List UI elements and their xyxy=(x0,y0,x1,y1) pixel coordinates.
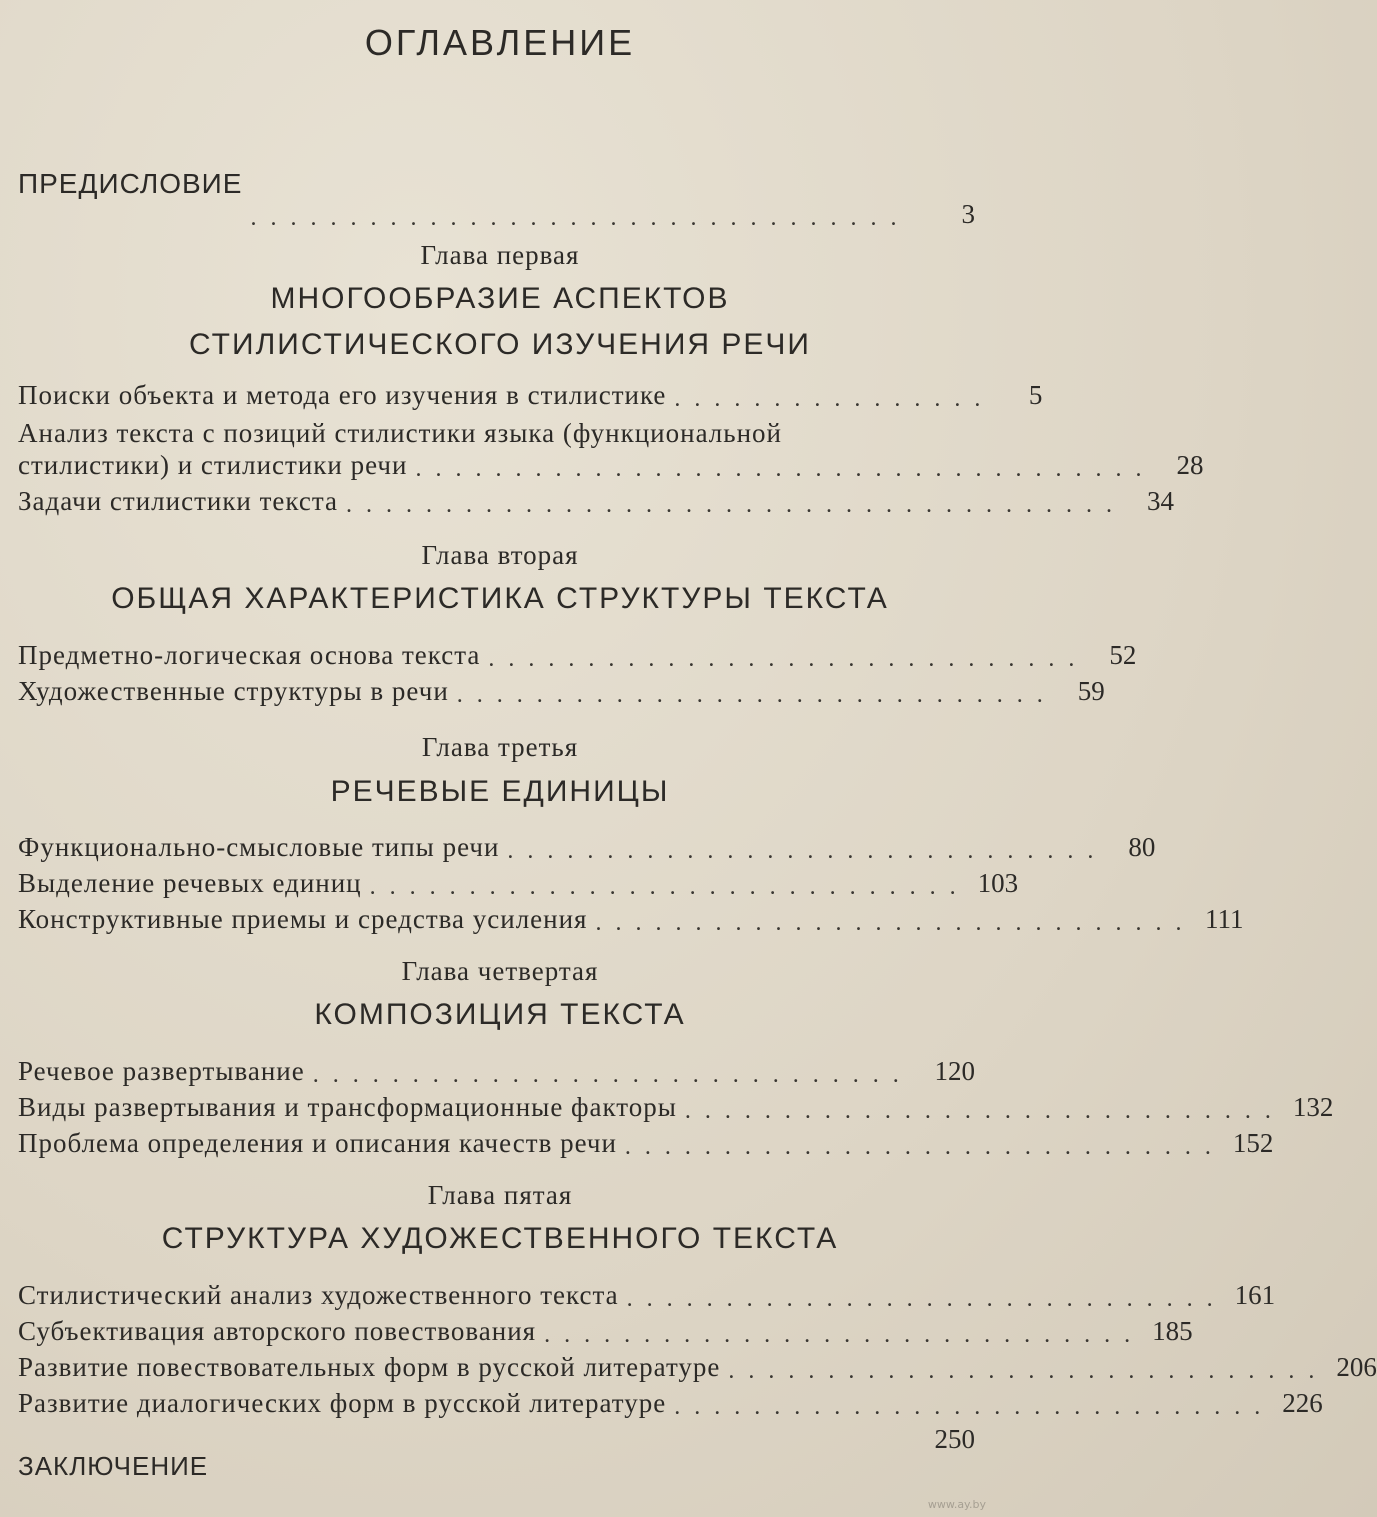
toc-entry-text: Конструктивные приемы и средства усиления xyxy=(18,904,588,934)
toc-entry-page: 34 xyxy=(1146,486,1174,516)
toc-entry xyxy=(18,1128,1274,1160)
toc-entry-page: 103 xyxy=(977,868,1019,898)
toc-entry-text: Проблема определения и описания качеств речи xyxy=(18,1128,617,1158)
toc-entry-page: 132 xyxy=(1292,1092,1334,1122)
toc-entry-page: 59 xyxy=(1077,676,1105,706)
leader-dots: .............................. xyxy=(728,1358,1329,1384)
chapter-title: ОБЩАЯ ХАРАКТЕРИСТИКА СТРУКТУРЫ ТЕКСТА xyxy=(111,582,889,615)
chapter-title: МНОГООБРАЗИЕ АСПЕКТОВ xyxy=(270,282,730,315)
toc-entry-preface xyxy=(18,168,975,230)
toc-entry xyxy=(18,380,1043,412)
toc-entry-text: ЗАКЛЮЧЕНИЕ xyxy=(18,1451,209,1481)
toc-entry-page: 185 xyxy=(1152,1316,1193,1346)
toc-entry-page: 226 xyxy=(1282,1388,1323,1418)
chapter-label: Глава пятая xyxy=(427,1180,573,1210)
toc-entry-page: 5 xyxy=(1028,380,1043,410)
leader-dots: ................ xyxy=(674,386,995,412)
toc-entry-page: 206 xyxy=(1336,1352,1377,1382)
toc-entry-text: Поиски объекта и метода его изучения в стилистике xyxy=(18,380,667,410)
toc-entry xyxy=(18,450,1204,482)
toc-entry-page: 111 xyxy=(1204,904,1244,934)
toc-entry xyxy=(18,486,1174,518)
toc-entry-text: стилистики) и стилистики речи xyxy=(18,450,408,480)
toc-entry-text: Субъективация авторского повествования xyxy=(18,1316,537,1346)
leader-dots: ..................................... xyxy=(415,456,1156,482)
leader-dots: .............................. xyxy=(674,1394,1275,1420)
toc-entry-page: 250 xyxy=(934,1424,975,1454)
leader-dots: .............................. xyxy=(684,1098,1285,1124)
page-title: ОГЛАВЛЕНИЕ xyxy=(364,22,636,63)
toc-entry xyxy=(18,1092,1334,1124)
leader-dots: .............................. xyxy=(595,910,1196,936)
toc-entry-conclusion xyxy=(18,1424,975,1482)
toc-entry xyxy=(18,904,1244,936)
toc-entry-text: Виды развертывания и трансформационные факторы xyxy=(18,1092,677,1122)
leader-dots: .............................. xyxy=(544,1322,1145,1348)
leader-dots: .............................. xyxy=(624,1134,1225,1160)
toc-entry-page: 161 xyxy=(1234,1280,1276,1310)
toc-entry xyxy=(18,640,1137,672)
toc-entry xyxy=(18,1280,1276,1312)
toc-entry xyxy=(18,1056,975,1087)
toc-entry-text: Задачи стилистики текста xyxy=(18,486,338,516)
toc-entry-page: 28 xyxy=(1176,450,1204,480)
chapter-title: РЕЧЕВЫЕ ЕДИНИЦЫ xyxy=(330,775,670,808)
leader-dots: .............................. xyxy=(456,682,1057,708)
chapter-label: Глава вторая xyxy=(421,540,579,570)
toc-entry xyxy=(18,1388,1323,1420)
toc-entry-text: Стилистический анализ художественного текста xyxy=(18,1280,619,1310)
leader-dots: ................................. xyxy=(250,205,911,231)
leader-dots: .............................. xyxy=(626,1286,1227,1312)
toc-entry-page: 120 xyxy=(934,1056,975,1086)
toc-entry xyxy=(18,1316,1193,1348)
chapter-title: КОМПОЗИЦИЯ ТЕКСТА xyxy=(314,998,686,1031)
toc-entry-text: Выделение речевых единиц xyxy=(18,868,362,898)
leader-dots: ....................................... xyxy=(345,492,1126,518)
toc-entry xyxy=(18,676,1105,708)
toc-entry-text: Анализ текста с позиций стилистики языка (функциональной xyxy=(18,418,782,448)
toc-entry-page: 152 xyxy=(1232,1128,1274,1158)
toc-entry xyxy=(18,832,1156,864)
toc-entry-text: Художественные структуры в речи xyxy=(18,676,449,706)
leader-dots: .............................. xyxy=(369,874,970,900)
toc-entry-page: 52 xyxy=(1109,640,1137,670)
toc-entry-text: ПРЕДИСЛОВИЕ xyxy=(18,168,243,199)
chapter-label: Глава четвертая xyxy=(401,956,599,986)
toc-entry-text: Развитие повествовательных форм в русской литературе xyxy=(18,1352,721,1382)
toc-entry-text: Предметно-логическая основа текста xyxy=(18,640,481,670)
chapter-title: СТИЛИСТИЧЕСКОГО ИЗУЧЕНИЯ РЕЧИ xyxy=(189,328,811,361)
toc-entry xyxy=(18,868,1019,900)
chapter-label: Глава третья xyxy=(421,732,579,762)
toc-entry-page: 80 xyxy=(1128,832,1156,862)
toc-entry-page: 3 xyxy=(961,199,975,229)
toc-entry-text: Функционально-смысловые типы речи xyxy=(18,832,500,862)
leader-dots: .............................. xyxy=(488,646,1089,672)
watermark-text: www.ay.by xyxy=(927,1498,986,1511)
toc-entry xyxy=(18,1352,1377,1384)
toc-entry-text: Развитие диалогических форм в русской литературе xyxy=(18,1388,667,1418)
chapter-label: Глава первая xyxy=(420,240,580,270)
leader-dots: .............................. xyxy=(312,1062,913,1088)
chapter-title: СТРУКТУРА ХУДОЖЕСТВЕННОГО ТЕКСТА xyxy=(161,1222,839,1255)
leader-dots: .............................. xyxy=(507,838,1108,864)
toc-entry-text: Речевое развертывание xyxy=(18,1056,305,1086)
